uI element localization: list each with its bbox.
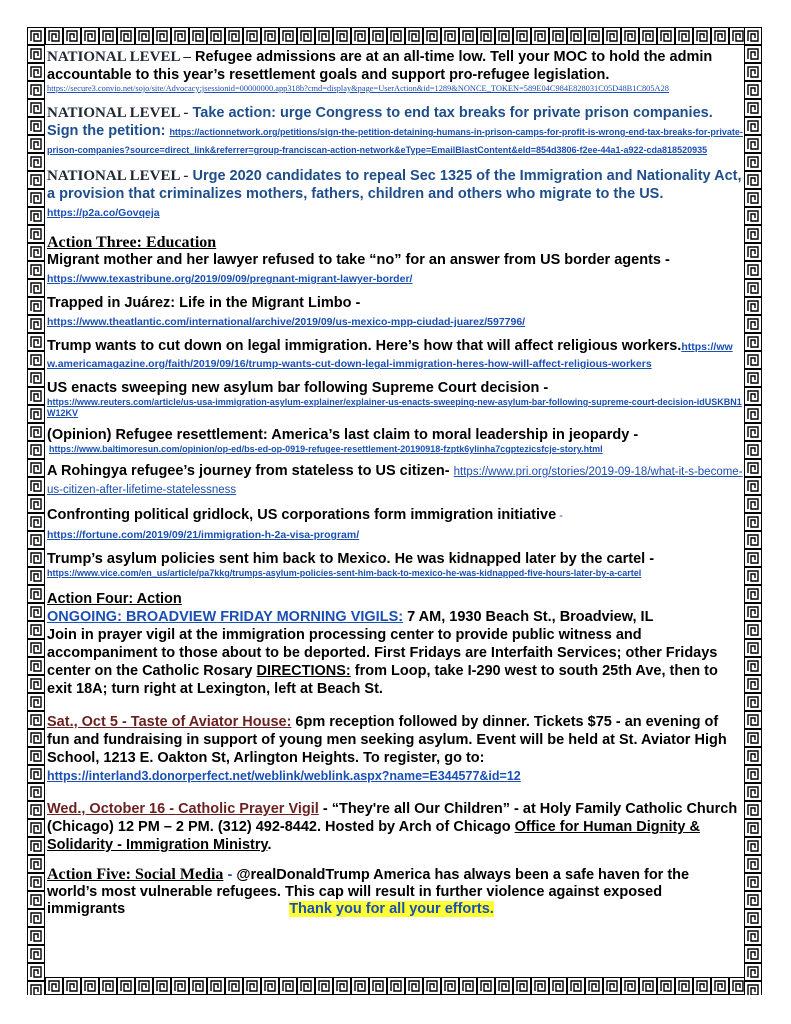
- article-item: [47, 252, 743, 287]
- national-link[interactable]: https://actionnetwork.org/petitions/sign-the-petition-detaining-humans-in-prison-camps-for-profit-is-wrong-end-tax-breaks-for-private-prison-companies?source=direct_link&referrer=group-franciscan-action-network&eType=EmailBlastContent&eId=854d3806-f2ee-44a1-a922-cda818520935: [47, 127, 743, 155]
- social-text: @realDonaldTrump America has always been a safe haven for the world’s most vulnerable refugees. This cap will result in further violence against exposed immigrants: [47, 867, 690, 917]
- national-item-2: [47, 104, 743, 158]
- action-four-section: [47, 591, 743, 854]
- article-link[interactable]: https://www.pri.org/stories/2019-09-18/what-it-s-become-us-citizen-after-lifetime-statelessness: [47, 466, 743, 496]
- article-link[interactable]: https://www.americamagazine.org/faith/2019/09/16/trump-wants-cut-down-legal-immigration-heres-how-will-affect-religious-workers: [47, 341, 733, 370]
- event-title: Sat., Oct 5 - Taste of Aviator House:: [47, 714, 292, 730]
- event-link[interactable]: https://interland3.donorperfect.net/weblink/weblink.aspx?name=E344577&id=12: [47, 769, 521, 783]
- vigil-body: Join in prayer vigil at the immigration processing center to provide public witness and accompaniment to those about to be deported. First Fridays are Interfaith Services; other Fridays center on the Catholic Rosary: [47, 627, 718, 679]
- national-item-1: [47, 48, 743, 94]
- event-title: Wed., October 16 - Catholic Prayer Vigil: [47, 801, 319, 817]
- article-link[interactable]: https://fortune.com/2019/09/21/immigration-h-2a-visa-program/: [47, 529, 360, 541]
- article-item: [47, 507, 743, 543]
- event-office: Office for Human Dignity & Solidarity - Immigration Ministry: [47, 819, 700, 853]
- article-item: [47, 380, 743, 419]
- action-five-section: [47, 866, 743, 918]
- article-title: US enacts sweeping new asylum bar following Supreme Court decision -: [47, 380, 549, 396]
- thanks-note: Thank you for all your efforts.: [289, 901, 494, 917]
- article-item: [47, 427, 743, 455]
- action-three-section: [47, 233, 743, 579]
- greek-key-border-top: [27, 27, 762, 45]
- article-item: [47, 551, 743, 579]
- national-label: NATIONAL LEVEL -: [47, 168, 189, 184]
- national-text: Refugee admissions are at an all-time low. Tell your MOC to hold the admin accountable to this year’s resettlement goals and support pro-refugee legislation.: [47, 49, 713, 83]
- section-heading: Action Four: Action: [47, 591, 182, 607]
- section-dash: -: [223, 867, 237, 883]
- event-aviator: [47, 713, 743, 785]
- national-text: Take action: urge Congress to end tax breaks for private prison companies. Sign the petition:: [47, 105, 713, 139]
- greek-key-border-right: [744, 27, 762, 995]
- section-heading: Action Five: Social Media: [47, 866, 224, 883]
- directions-text: from Loop, take I-290 west to south 25th Ave, then to exit 18A; turn right at Lexington, left at Beach St.: [47, 663, 718, 697]
- event-prayer-vigil: [47, 800, 743, 854]
- article-title: A Rohingya refugee’s journey from stateless to US citizen-: [47, 463, 450, 479]
- national-text: Urge 2020 candidates to repeal Sec 1325 of the Immigration and Nationality Act, a provision that criminalizes mothers, fathers, children and others who migrate to the US.: [47, 168, 742, 202]
- article-title: Trump wants to cut down on legal immigration. Here’s how that will affect religious workers.: [47, 338, 682, 354]
- newsletter-content: [47, 47, 743, 975]
- vigil-details: 7 AM, 1930 Beach St., Broadview, IL: [403, 609, 654, 625]
- article-link[interactable]: https://www.texastribune.org/2019/09/09/pregnant-migrant-lawyer-border/: [47, 273, 413, 285]
- article-link[interactable]: https://www.baltimoresun.com/opinion/op-ed/bs-ed-op-0919-refugee-resettlement-20190918-fzptk6ylinha7cgptezicsfcje-story.html: [49, 444, 603, 454]
- article-title: Confronting political gridlock, US corporations form immigration initiative: [47, 507, 557, 523]
- article-link[interactable]: https://www.vice.com/en_us/article/pa7kkg/trumps-asylum-policies-sent-him-back-to-mexico-he-was-kidnapped-five-hours-later-by-a-cartel: [47, 568, 642, 578]
- directions-label: DIRECTIONS:: [256, 663, 351, 679]
- article-separator: -: [556, 510, 563, 522]
- national-link[interactable]: https://p2a.co/Govqeja: [47, 207, 160, 219]
- event-body: 6pm reception followed by dinner. Tickets $75 - an evening of fun and fundraising in support of young men seeking asylum. Event will be held at St. Aviator High School, 1213 E. Oakton St, Arlington Heights. To register, go to:: [47, 714, 727, 766]
- article-item: [47, 463, 743, 499]
- article-title: (Opinion) Refugee resettlement: America’s last claim to moral leadership in jeopardy -: [47, 427, 639, 443]
- article-link[interactable]: https://www.theatlantic.com/international/archive/2019/09/us-mexico-mpp-ciudad-juarez/597796/: [47, 316, 526, 328]
- national-label: NATIONAL LEVEL -: [47, 105, 189, 121]
- vigil-link[interactable]: ONGOING: BROADVIEW FRIDAY MORNING VIGILS:: [47, 609, 404, 625]
- article-link[interactable]: https://www.reuters.com/article/us-usa-immigration-asylum-explainer/explainer-us-enacts-sweeping-new-asylum-bar-following-supreme-court-decision-idUSKBN1W12KV: [47, 397, 742, 418]
- section-heading: Action Three: Education: [47, 234, 217, 251]
- article-title: Trump’s asylum policies sent him back to Mexico. He was kidnapped later by the cartel -: [47, 551, 655, 567]
- national-item-3: [47, 167, 743, 221]
- greek-key-border-left: [27, 27, 45, 995]
- article-item: [47, 338, 743, 372]
- article-title: Migrant mother and her lawyer refused to take “no” for an answer from US border agents -: [47, 252, 670, 268]
- article-title: Trapped in Juárez: Life in the Migrant Limbo -: [47, 295, 361, 311]
- national-link[interactable]: https://secure3.convio.net/sojo/site/Advocacy;jsessionid=00000000.app318b?cmd=display&page=UserAction&id=1289&NONCE_TOKEN=589E04C984E828031C05D48B1C805A28: [47, 84, 669, 93]
- event-end: .: [267, 837, 272, 853]
- event-body: - “They're all Our Children” - at Holy Family Catholic Church (Chicago) 12 PM – 2 PM. (312) 492-8442. Hosted by Arch of Chicago: [47, 801, 738, 835]
- national-label: NATIONAL LEVEL –: [47, 49, 191, 65]
- article-item: [47, 295, 743, 330]
- vigil-block: [47, 608, 743, 698]
- greek-key-border-bottom: [27, 977, 762, 995]
